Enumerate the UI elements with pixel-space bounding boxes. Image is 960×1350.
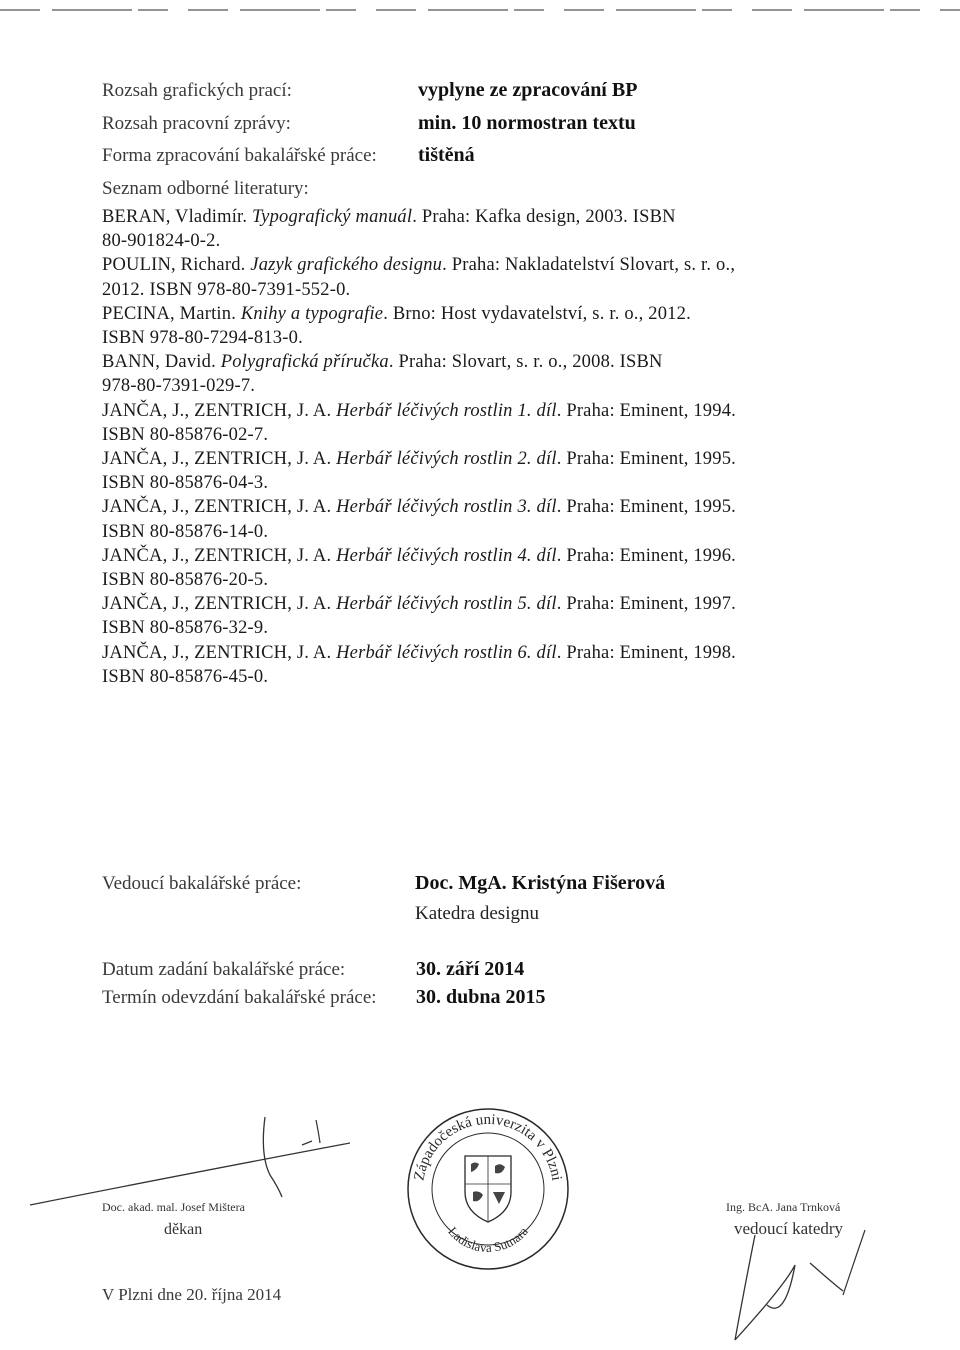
supervisor-name: Doc. MgA. Kristýna Fišerová xyxy=(415,872,666,894)
head-name: Ing. BcA. Jana Trnková xyxy=(726,1200,841,1214)
reference-line xyxy=(102,665,892,689)
reference-line xyxy=(102,302,892,326)
reference-text: . Praha: Eminent, 1997. xyxy=(556,594,736,615)
reference-line xyxy=(102,423,892,447)
reference-text: . Praha: Eminent, 1995. xyxy=(556,449,736,470)
reference-text: . Praha: Eminent, 1996. xyxy=(556,545,736,566)
supervisor-department: Katedra designu xyxy=(415,903,539,924)
reference-text: ISBN 80-85876-45-0. xyxy=(102,666,269,687)
deadline-label: Termín odevzdání bakalářské práce: xyxy=(102,987,377,1008)
place-date: V Plzni dne 20. října 2014 xyxy=(102,1285,282,1304)
reference-text: ISBN 80-85876-14-0. xyxy=(102,521,269,542)
reference-line xyxy=(102,350,892,374)
reference-line xyxy=(102,253,892,277)
reference-text: ISBN 80-85876-02-7. xyxy=(102,424,269,445)
reference-title: Knihy a typografie xyxy=(240,303,384,324)
reference-text: 978-80-7391-029-7. xyxy=(102,376,256,397)
reference-text: . Praha: Kafka design, 2003. ISBN xyxy=(412,207,676,227)
reference-line xyxy=(102,568,892,592)
reference-list xyxy=(102,205,892,689)
reference-text: . Praha: Eminent, 1995. xyxy=(556,497,736,518)
reference-title: Typografický manuál xyxy=(252,207,413,227)
svg-text:Ladislava Sutnara xyxy=(445,1224,531,1255)
seal-bottom-text: Ladislava Sutnara xyxy=(445,1223,531,1255)
reference-title: Herbář léčivých rostlin 5. díl xyxy=(336,594,557,615)
reference-line xyxy=(102,616,892,640)
reference-text: BANN, David. xyxy=(102,352,221,373)
reference-text: POULIN, Richard. xyxy=(102,255,251,276)
header-value-form: tištěná xyxy=(418,144,475,166)
reference-title: Herbář léčivých rostlin 2. díl xyxy=(336,449,557,470)
reference-text: JANČA, J., ZENTRICH, J. A. xyxy=(102,594,337,615)
reference-text: JANČA, J., ZENTRICH, J. A. xyxy=(102,449,337,470)
reference-text: ISBN 80-85876-32-9. xyxy=(102,618,269,639)
reference-text: . Praha: Nakladatelství Slovart, s. r. o., xyxy=(442,255,736,276)
reference-text: 80-901824-0-2. xyxy=(102,231,221,252)
reference-text: . Praha: Eminent, 1994. xyxy=(556,400,736,421)
reference-text: JANČA, J., ZENTRICH, J. A. xyxy=(102,642,337,663)
reference-line xyxy=(102,326,892,350)
reference-text: 2012. ISBN 978-80-7391-552-0. xyxy=(102,279,351,300)
reference-line xyxy=(102,229,892,253)
dean-name: Doc. akad. mal. Josef Mištera xyxy=(102,1200,245,1214)
deadline-value: 30. dubna 2015 xyxy=(416,986,546,1008)
reference-line xyxy=(102,495,892,519)
header-value-graphics: vyplyne ze zpracování BP xyxy=(418,79,638,101)
reference-text: PECINA, Martin. xyxy=(102,303,241,324)
assigned-date-value: 30. září 2014 xyxy=(416,958,525,980)
supervisor-label: Vedoucí bakalářské práce: xyxy=(102,873,302,894)
reference-text: JANČA, J., ZENTRICH, J. A. xyxy=(102,497,337,518)
reference-text: . Praha: Eminent, 1998. xyxy=(556,642,736,663)
reference-title: Polygrafická příručka xyxy=(220,352,389,373)
head-signature xyxy=(715,1225,885,1345)
reference-title: Herbář léčivých rostlin 6. díl xyxy=(336,642,557,663)
dean-title: děkan xyxy=(164,1221,203,1238)
scan-top-line xyxy=(0,8,960,12)
reference-title: Jazyk grafického designu xyxy=(250,255,443,276)
header-label-report: Rozsah pracovní zprávy: xyxy=(102,113,291,134)
reference-title: Herbář léčivých rostlin 3. díl xyxy=(336,497,557,518)
reference-title: Herbář léčivých rostlin 4. díl xyxy=(336,545,557,566)
reference-line xyxy=(102,205,892,229)
header-value-report: min. 10 normostran textu xyxy=(418,112,636,134)
reference-text: ISBN 978-80-7294-813-0. xyxy=(102,328,303,349)
reference-line xyxy=(102,641,892,665)
reference-line xyxy=(102,374,892,398)
reference-line xyxy=(102,544,892,568)
reference-text: . Brno: Host vydavatelství, s. r. o., 2012. xyxy=(383,303,691,324)
reference-line xyxy=(102,399,892,423)
header-label-form: Forma zpracování bakalářské práce: xyxy=(102,145,377,166)
seal-top-text: Západočeská univerzita v Plzni xyxy=(411,1111,565,1182)
reference-text: BERAN, Vladimír. xyxy=(102,207,253,227)
dean-signature xyxy=(20,1105,350,1215)
reference-text: JANČA, J., ZENTRICH, J. A. xyxy=(102,400,337,421)
reference-line xyxy=(102,592,892,616)
reference-text: . Praha: Slovart, s. r. o., 2008. ISBN xyxy=(388,352,663,373)
bibliography-label: Seznam odborné literatury: xyxy=(102,178,309,199)
assigned-date-label: Datum zadání bakalářské práce: xyxy=(102,959,346,980)
university-seal xyxy=(403,1104,573,1274)
reference-line xyxy=(102,520,892,544)
reference-text: ISBN 80-85876-04-3. xyxy=(102,473,269,494)
reference-line xyxy=(102,447,892,471)
reference-text: JANČA, J., ZENTRICH, J. A. xyxy=(102,545,337,566)
head-title: vedoucí katedry xyxy=(734,1219,844,1238)
header-label-graphics: Rozsah grafických prací: xyxy=(102,80,292,101)
reference-text: ISBN 80-85876-20-5. xyxy=(102,570,269,591)
reference-line xyxy=(102,278,892,302)
reference-line xyxy=(102,471,892,495)
reference-title: Herbář léčivých rostlin 1. díl xyxy=(336,400,557,421)
